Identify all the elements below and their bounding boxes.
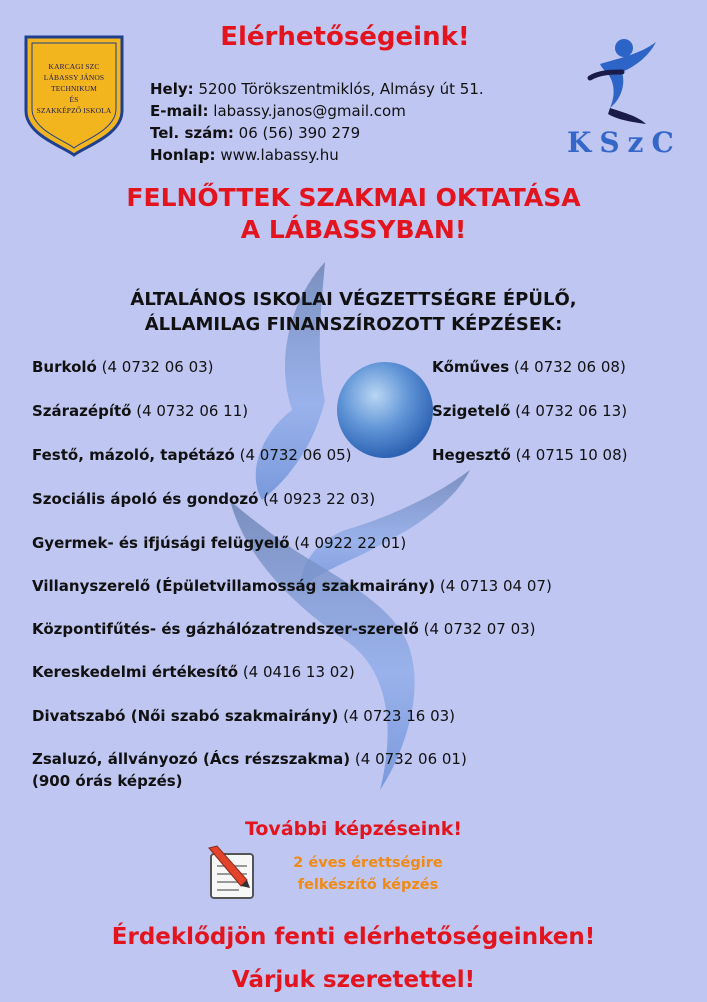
course-code: (4 0732 06 13) (515, 402, 628, 420)
course-code: (4 0732 06 11) (136, 402, 249, 420)
email-label: E-mail: (150, 102, 209, 120)
course-code: (4 0416 13 02) (242, 663, 355, 681)
badge-line: TECHNIKUM (51, 84, 97, 93)
headline-line-2: A LÁBASSYBAN! (240, 215, 467, 244)
phone-row (150, 122, 484, 144)
course-code: (4 0723 16 03) (343, 707, 456, 725)
footer (0, 916, 707, 1002)
course-item (32, 750, 467, 768)
website-link[interactable]: www.labassy.hu (220, 146, 339, 164)
badge-line: KARCAGI SZC (48, 62, 100, 71)
notepad-pencil-icon (203, 844, 269, 902)
address-value: 5200 Törökszentmiklós, Almásy út 51. (198, 80, 484, 98)
contact-block (150, 78, 484, 166)
course-code: (4 0732 06 08) (513, 358, 626, 376)
subheading (0, 287, 707, 337)
course-name: Villanyszerelő (Épületvillamosság szakmairány) (32, 577, 436, 595)
course-note (32, 772, 183, 790)
course-item (432, 402, 627, 420)
address-label: Hely: (150, 80, 194, 98)
footer-line-2: Várjuk szeretettel! (231, 967, 476, 993)
course-name: Zsaluzó, állványozó (Ács részszakma) (32, 750, 351, 768)
course-name: Gyermek- és ifjúsági felügyelő (32, 534, 290, 552)
course-name: Szigetelő (432, 402, 511, 420)
course-code: (4 0732 06 01) (354, 750, 467, 768)
course-name: Szárazépítő (32, 402, 132, 420)
course-item (32, 663, 355, 681)
course-item (32, 577, 552, 595)
extra-course-line-2: felkészítő képzés (297, 877, 439, 893)
school-badge-logo (22, 33, 126, 159)
course-item (32, 490, 375, 508)
course-name: Festő, mázoló, tapétázó (32, 446, 235, 464)
address-row (150, 78, 484, 100)
kszc-logo-text: KSzC (567, 126, 682, 159)
course-name: Központifűtés- és gázhálózatrendszer-szerelő (32, 620, 419, 638)
course-code: (4 0923 22 03) (263, 490, 376, 508)
course-item (32, 358, 214, 376)
course-code: (4 0732 07 03) (423, 620, 536, 638)
course-item (32, 620, 536, 638)
course-note-text: (900 órás képzés) (32, 772, 183, 790)
course-item (432, 358, 626, 376)
course-item (32, 534, 406, 552)
badge-line: SZAKKÉPZŐ ISKOLA (36, 106, 112, 115)
subheading-line-1: ÁLTALÁNOS ISKOLAI VÉGZETTSÉGRE ÉPÜLŐ, (130, 289, 577, 310)
more-courses-title: További képzéseink! (244, 818, 463, 840)
email-row (150, 100, 484, 122)
subheading-line-2: ÁLLAMILAG FINANSZÍROZOTT KÉPZÉSEK: (144, 314, 563, 335)
headline-line-1: FELNŐTTEK SZAKMAI OKTATÁSA (126, 183, 581, 212)
course-name: Szociális ápoló és gondozó (32, 490, 259, 508)
course-code: (4 0922 22 01) (294, 534, 407, 552)
extra-course (268, 852, 468, 896)
badge-line: LÁBASSY JÁNOS (43, 73, 105, 82)
course-item (432, 446, 627, 464)
course-name: Kőműves (432, 358, 510, 376)
course-code: (4 0713 04 07) (439, 577, 552, 595)
course-name: Hegesztő (432, 446, 511, 464)
contact-title: Elérhetőségeink! (220, 22, 470, 52)
course-item (32, 707, 455, 725)
extra-course-line-1: 2 éves érettségire (293, 855, 443, 871)
website-row (150, 144, 484, 166)
website-label: Honlap: (150, 146, 216, 164)
course-item (32, 402, 248, 420)
course-name: Kereskedelmi értékesítő (32, 663, 239, 681)
course-code: (4 0732 06 03) (101, 358, 214, 376)
course-code: (4 0715 10 08) (515, 446, 628, 464)
course-code: (4 0732 06 05) (239, 446, 352, 464)
badge-line: ÉS (69, 95, 79, 104)
footer-line-1: Érdeklődjön fenti elérhetőségeinken! (111, 924, 596, 950)
phone-label: Tel. szám: (150, 124, 234, 142)
main-headline (0, 182, 707, 246)
course-name: Divatszabó (Női szabó szakmairány) (32, 707, 339, 725)
course-name: Burkoló (32, 358, 97, 376)
email-value[interactable]: labassy.janos@gmail.com (213, 102, 406, 120)
phone-value: 06 (56) 390 279 (238, 124, 361, 142)
course-item (32, 446, 352, 464)
